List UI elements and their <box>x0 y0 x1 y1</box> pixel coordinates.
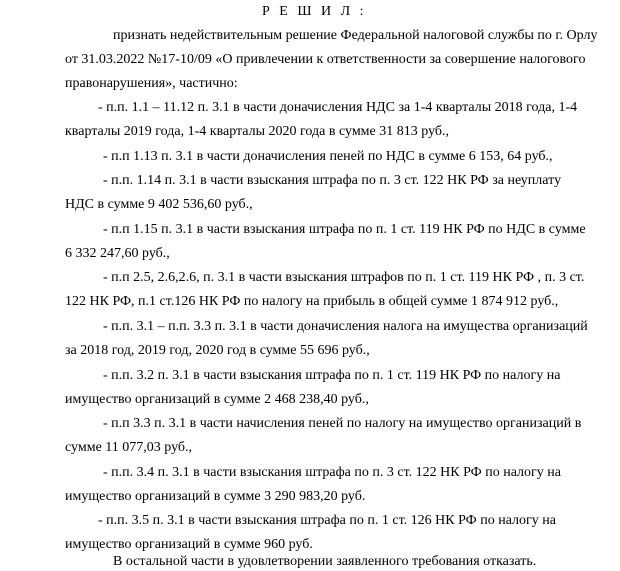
decision-item-line: - п.п. 1.14 п. 3.1 в части взыскания штрафа по п. 3 ст. 122 НК РФ за неуплату <box>103 173 562 188</box>
decision-item-line: - п.п 2.5, 2.6,2.6, п. 3.1 в части взыскания штрафов по п. 1 ст. 119 НК РФ , п. 3 ст. <box>103 270 585 285</box>
decision-item-line: кварталы 2019 года, 1-4 кварталы 2020 года в сумме 31 813 руб., <box>65 124 450 139</box>
intro-line: правонарушения», частично: <box>65 76 238 91</box>
decision-item-line: - п.п 1.15 п. 3.1 в части взыскания штрафа по п. 1 ст. 119 НК РФ по НДС в сумме <box>103 222 586 237</box>
decision-item-line: - п.п 3.3 п. 3.1 в части начисления пеней по налогу на имущество организаций в <box>103 416 582 431</box>
decision-item-line: - п.п. 1.1 – 11.12 п. 3.1 в части доначисления НДС за 1-4 кварталы 2018 года, 1-4 <box>98 100 578 115</box>
decision-item-line: имущество организаций в сумме 960 руб. <box>65 537 313 552</box>
decision-item-line: - п.п. 3.5 п. 3.1 в части взыскания штрафа по п. 1 ст. 126 НК РФ по налогу на <box>98 513 556 528</box>
decision-item-line: НДС в сумме 9 402 536,60 руб., <box>65 197 253 212</box>
intro-line: признать недействительным решение Федеральной налоговой службы по г. Орлу <box>113 28 598 43</box>
decision-item-line: имущество организаций в сумме 3 290 983,20 руб. <box>65 489 366 504</box>
decision-item-line: - п.п. 3.2 п. 3.1 в части взыскания штрафа по п. 1 ст. 119 НК РФ по налогу на <box>103 368 561 383</box>
decision-item-line: - п.п 1.13 п. 3.1 в части доначисления пеней по НДС в сумме 6 153, 64 руб., <box>103 149 553 164</box>
decision-item-line: за 2018 год, 2019 год, 2020 год в сумме 55 696 руб., <box>65 343 370 358</box>
decision-item-line: 6 332 247,60 руб., <box>65 246 170 261</box>
decision-item-line: имущество организаций в сумме 2 468 238,40 руб., <box>65 392 369 407</box>
decision-item-line: - п.п. 3.1 – п.п. 3.3 п. 3.1 в части доначисления налога на имущества организаций <box>103 319 588 334</box>
decision-heading: Р Е Ш И Л : <box>262 4 367 19</box>
decision-item-line: 122 НК РФ, п.1 ст.126 НК РФ по налогу на прибыль в общей сумме 1 874 912 руб., <box>65 294 559 309</box>
decision-item-line: - п.п. 3.4 п. 3.1 в части взыскания штрафа по п. 3 ст. 122 НК РФ по налогу на <box>103 465 561 480</box>
intro-line: от 31.03.2022 №17-10/09 «О привлечении к ответственности за совершение налогового <box>65 52 586 67</box>
closing-line: В остальной части в удовлетворении заявленного требования отказать. <box>113 554 537 569</box>
decision-item-line: сумме 11 077,03 руб., <box>65 440 193 455</box>
